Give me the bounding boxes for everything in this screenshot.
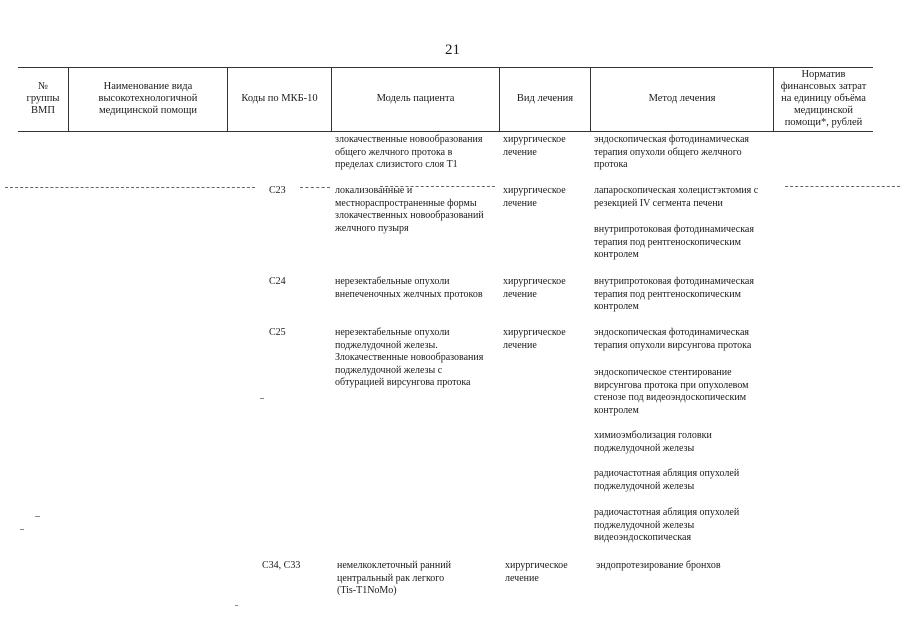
row3-code: С24 (269, 276, 286, 287)
row5-code: С34, С33 (262, 560, 301, 571)
row2-model: локализованные и местнораспространенные формы злокачественных новообразований желчного пузыря (335, 185, 484, 234)
row2-method-2: внутрипротоковая фотодинамическая терапия под рентгеноскопическим контролем (594, 224, 754, 260)
row4-method-2: эндоскопическое стентирование вирсунгова протока при опухолевом стенозе под видеоэндоскопическим контролем (594, 367, 749, 416)
scan-speck (20, 529, 24, 530)
row5-method-1: эндопротезирование бронхов (596, 560, 721, 571)
row2-method-1: лапароскопическая холецистэктомия с резекцией IV сегмента печени (594, 185, 759, 209)
scan-artifact-line (785, 186, 900, 188)
header-top-border (18, 67, 873, 68)
row3-type: хирургическое лечение (503, 276, 566, 300)
header-type: Вид лечения (516, 93, 574, 104)
row4-code: С25 (269, 327, 286, 338)
row4-method-1: эндоскопическая фотодинамическая терапия опухоли вирсунгова протока (594, 327, 752, 351)
header-norm: Норматив финансовых затрат на единицу объёма медицинской помощи*, рублей (780, 69, 867, 128)
row3-method-1: внутрипротоковая фотодинамическая терапия под рентгеноскопическим контролем (594, 276, 754, 312)
page-number: 21 (445, 42, 460, 58)
row4-type: хирургическое лечение (503, 327, 566, 351)
row2-code: С23 (269, 185, 286, 196)
header-method: Метод лечения (648, 93, 716, 104)
header-group: № группы ВМП (26, 81, 60, 116)
row5-model: немелкоклеточный ранний центральный рак легкого (Tis-T1NoMo) (337, 560, 451, 596)
row4-model: нерезектабельные опухоли поджелудочной железы. Злокачественные новообразования поджелудочной железы с обтурацией вирсунгова протока (335, 327, 484, 388)
header-bottom-border (18, 131, 873, 132)
row1-method-1: эндоскопическая фотодинамическая терапия опухоли общего желчного протока (594, 134, 749, 170)
scan-speck (260, 398, 264, 399)
scan-artifact-line (5, 187, 255, 189)
scan-speck (35, 516, 40, 517)
row1-model: злокачественные новообразования общего желчного протока в пределах слизистого слоя Т1 (335, 134, 483, 170)
header-codes: Коды по МКБ-10 (241, 93, 318, 104)
row1-type: хирургическое лечение (503, 134, 566, 158)
header-model: Модель пациента (376, 93, 455, 104)
header-name: Наименование вида высокотехнологичной медицинской помощи (98, 81, 198, 116)
row4-method-5: радиочастотная абляция опухолей поджелудочной железы видеоэндоскопическая (594, 507, 740, 543)
row3-model: нерезектабельные опухоли внепеченочных желчных протоков (335, 276, 483, 300)
row4-method-4: радиочастотная абляция опухолей поджелудочной железы (594, 468, 740, 492)
row5-type: хирургическое лечение (505, 560, 568, 584)
scan-speck (235, 605, 238, 606)
row4-method-3: химиоэмболизация головки поджелудочной железы (594, 430, 712, 454)
row2-type: хирургическое лечение (503, 185, 566, 209)
